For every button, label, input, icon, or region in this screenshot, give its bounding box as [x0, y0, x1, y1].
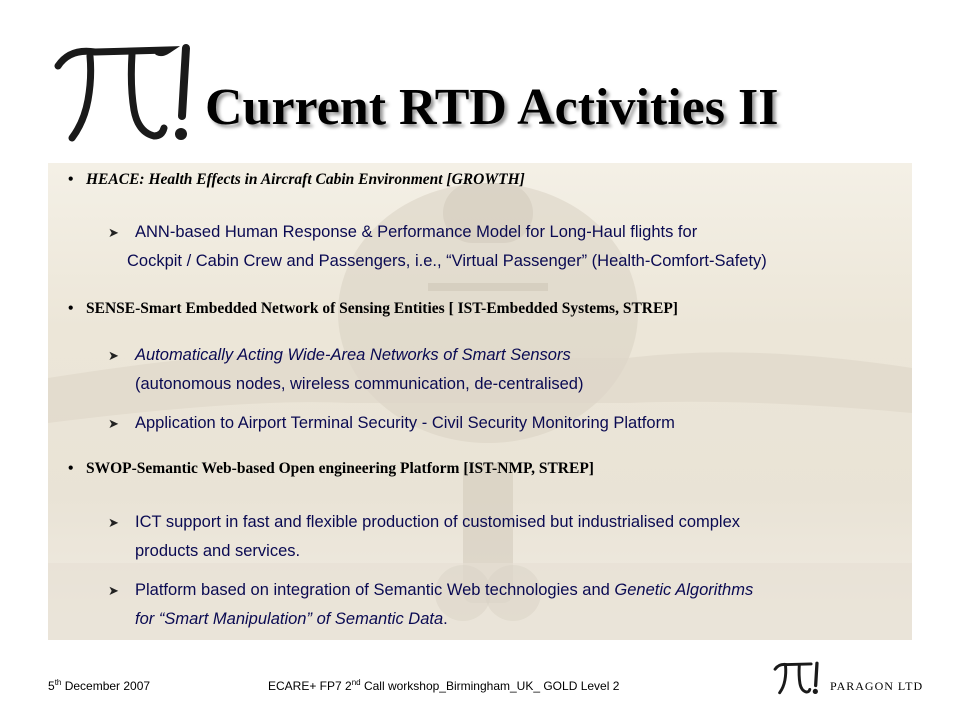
arrowhead-bullet-icon: ➤	[108, 348, 119, 363]
date-rest: December 2007	[61, 679, 151, 693]
point-text-continued: for “Smart Manipulation” of Semantic Data	[135, 610, 444, 628]
section-heading-swop	[68, 460, 594, 478]
arrowhead-bullet-icon: ➤	[108, 416, 119, 431]
point-text-continued: products and services.	[135, 542, 301, 560]
event-suffix: nd	[351, 678, 361, 687]
point-sense-2	[108, 409, 675, 438]
section-heading-heace	[68, 171, 525, 189]
arrowhead-bullet-icon: ➤	[108, 515, 119, 530]
footer-date	[48, 678, 150, 693]
slide-title: Current RTD Activities II	[205, 79, 779, 136]
point-text-continued: (autonomous nodes, wireless communication, de-centralised)	[135, 375, 584, 393]
arrowhead-bullet-icon: ➤	[108, 225, 119, 240]
bullet-dot-icon: •	[68, 300, 74, 317]
company-name: PARAGON LTD	[830, 679, 924, 693]
point-swop-2	[108, 576, 753, 634]
date-day: 5	[48, 679, 55, 693]
point-text-italic: Genetic Algorithms	[614, 581, 754, 599]
point-text-continued: Cockpit / Cabin Crew and Passengers, i.e., “Virtual Passenger” (Health-Comfort-Safety)	[127, 252, 767, 270]
point-text-period: .	[443, 610, 448, 628]
point-text: ANN-based Human Response & Performance Model for Long-Haul flights for	[135, 223, 698, 241]
arrowhead-bullet-icon: ➤	[108, 583, 119, 598]
point-heace-1	[108, 218, 767, 276]
content-panel	[48, 163, 912, 640]
section-heading-sense	[68, 300, 678, 318]
heading-bold-text: SENSE-Smart Embedded Network of Sensing Entities	[86, 300, 445, 317]
heading-text: HEACE: Health Effects in Aircraft Cabin Environment [GROWTH]	[86, 171, 525, 188]
event-text: ECARE+ FP7 2	[268, 679, 352, 693]
pi-logo-small-icon	[772, 660, 822, 696]
heading-rest-text: [IST-NMP, STREP]	[459, 460, 594, 477]
heading-rest-text: [ IST-Embedded Systems, STREP]	[448, 300, 678, 317]
point-sense-1	[108, 341, 583, 399]
bullet-dot-icon: •	[68, 171, 74, 188]
bullet-dot-icon: •	[68, 460, 74, 477]
point-text: Platform based on integration of Semantic Web technologies and	[135, 581, 610, 599]
point-text: Application to Airport Terminal Security - Civil Security Monitoring Platform	[135, 414, 675, 432]
event-rest: Call workshop_Birmingham_UK_ GOLD Level 2	[360, 679, 620, 693]
heading-bold-text: SWOP-Semantic Web-based Open engineering Platform	[86, 460, 460, 477]
point-text: Automatically Acting Wide-Area Networks of Smart Sensors	[135, 346, 571, 364]
point-swop-1	[108, 508, 740, 566]
date-suffix: th	[54, 678, 62, 687]
point-text: ICT support in fast and flexible production of customised but industrialised complex	[135, 513, 741, 531]
pi-logo-icon	[50, 38, 200, 148]
footer-event	[268, 678, 619, 693]
